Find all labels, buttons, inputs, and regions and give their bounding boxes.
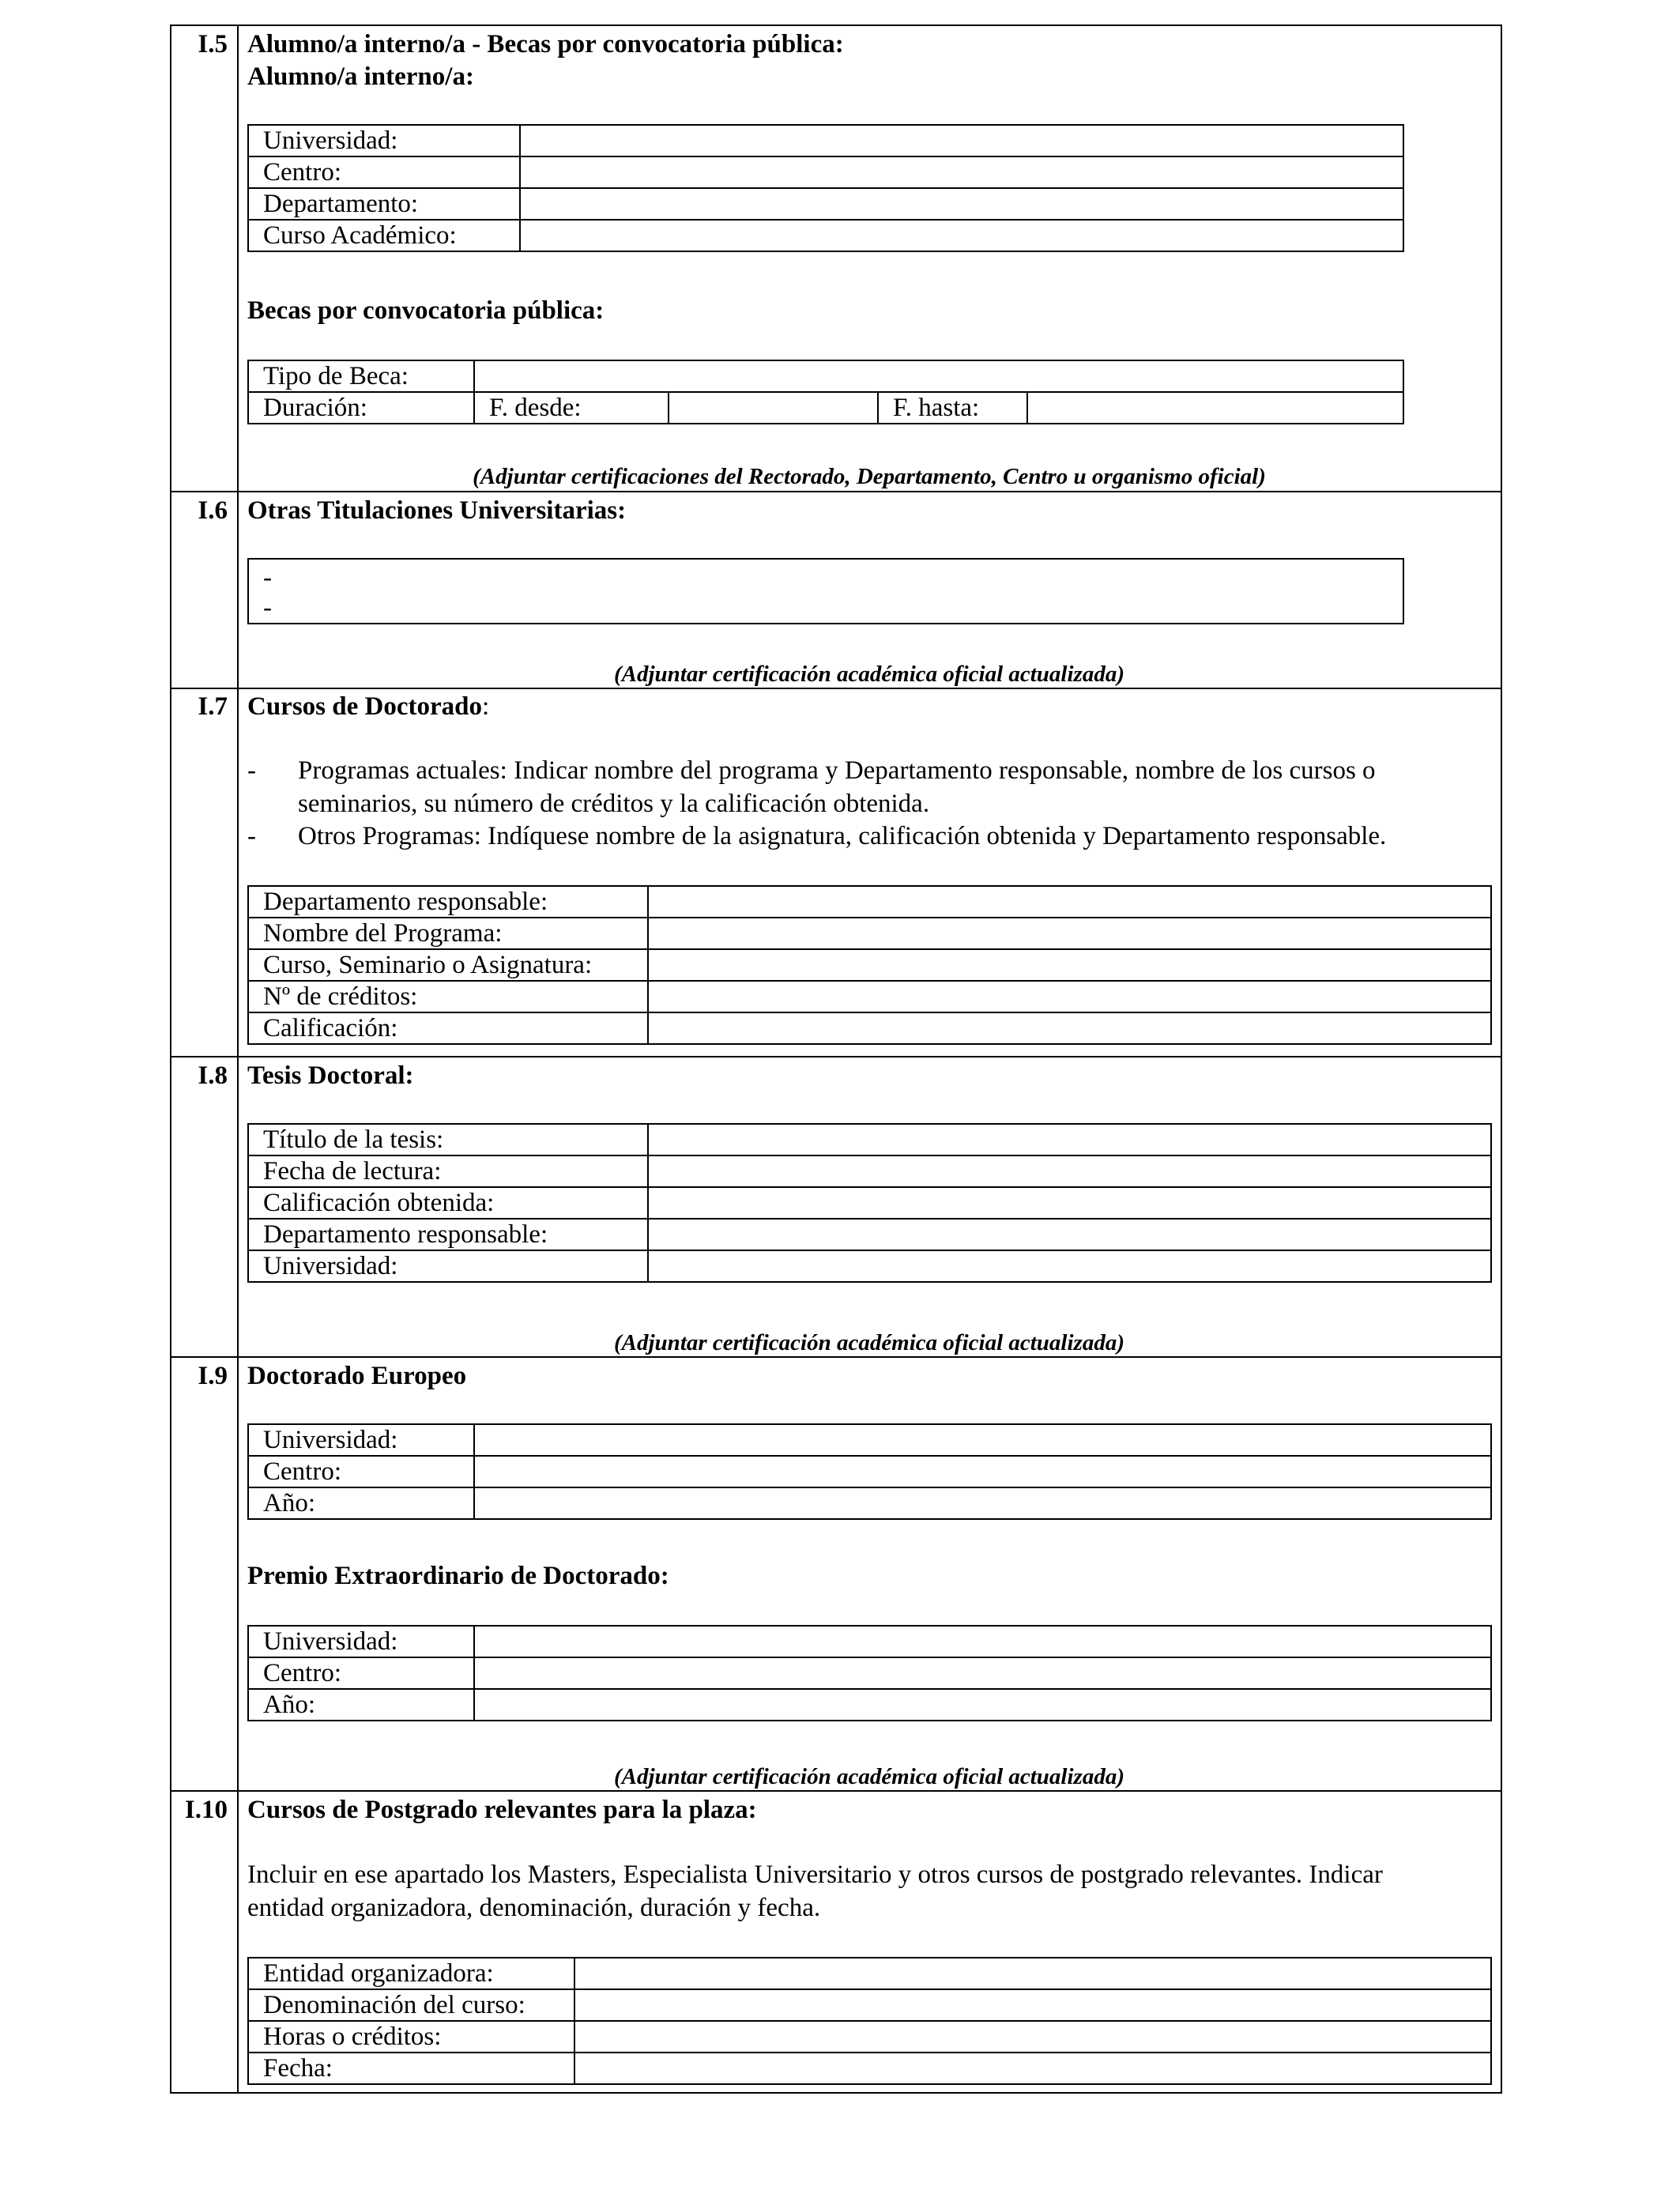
bullet-text-line: Otros Programas: Indíquese nombre de la asignatura, calificación obtenida y Departamento responsable.: [298, 822, 1387, 850]
section-divider-7: [170, 688, 1502, 689]
field-value-entidad[interactable]: [574, 1958, 1491, 1989]
attachment-note: (Adjuntar certificación académica oficial actualizada): [614, 1330, 1124, 1355]
field-label: Departamento responsable:: [248, 886, 648, 918]
section-title: Doctorado Europeo: [247, 1362, 467, 1390]
field-value-calificacion[interactable]: [648, 1187, 1491, 1219]
table-row: [248, 1487, 1491, 1519]
table-row: [248, 981, 1491, 1012]
field-value-horas[interactable]: [574, 2021, 1491, 2053]
otras-titulaciones-box[interactable]: [247, 558, 1404, 624]
field-value-programa[interactable]: [648, 918, 1491, 949]
field-label: Universidad:: [248, 1250, 648, 1282]
field-value-fecha-desde[interactable]: [669, 392, 878, 424]
bullet-dash: -: [247, 756, 256, 785]
attachment-note: (Adjuntar certificación académica oficial actualizada): [614, 662, 1124, 687]
table-row: [248, 1456, 1491, 1487]
table-row: [248, 188, 1403, 220]
field-value-titulo-tesis[interactable]: [648, 1124, 1491, 1155]
field-label: Nº de créditos:: [248, 981, 648, 1012]
section-title: Otras Titulaciones Universitarias:: [247, 496, 627, 525]
field-value-ano[interactable]: [474, 1689, 1491, 1721]
alumno-interno-table: [247, 124, 1404, 252]
field-value-universidad[interactable]: [474, 1424, 1491, 1456]
field-value-centro[interactable]: [520, 156, 1403, 188]
list-item: -: [263, 564, 272, 592]
outer-left-border: [170, 25, 171, 2094]
field-value-departamento[interactable]: [648, 886, 1491, 918]
subsection-title-premio: Premio Extraordinario de Doctorado:: [247, 1562, 669, 1590]
field-value-tipo-beca[interactable]: [474, 360, 1403, 392]
field-value-centro[interactable]: [474, 1456, 1491, 1487]
section-divider-10: [170, 1790, 1502, 1792]
field-label: F. hasta:: [878, 392, 1027, 424]
field-label: Universidad:: [248, 125, 520, 156]
bullet-text-line: seminarios, su número de créditos y la calificación obtenida.: [298, 790, 930, 818]
section-number: I.6: [198, 496, 228, 525]
table-row: [248, 1626, 1491, 1657]
instructions-line: entidad organizadora, denominación, duración y fecha.: [247, 1894, 821, 1922]
table-row: [248, 1657, 1491, 1689]
attachment-note: (Adjuntar certificación académica oficial actualizada): [614, 1764, 1124, 1789]
section-number: I.8: [198, 1061, 228, 1090]
section-divider-8: [170, 1056, 1502, 1057]
field-label: Fecha de lectura:: [248, 1155, 648, 1187]
field-value-universidad[interactable]: [520, 125, 1403, 156]
bullet-dash: -: [247, 822, 256, 850]
section-number: I.5: [198, 30, 228, 58]
section-divider-9: [170, 1356, 1502, 1358]
table-row: [248, 220, 1403, 251]
section-number: I.9: [198, 1362, 228, 1390]
field-label: Curso, Seminario o Asignatura:: [248, 949, 648, 981]
cursos-doctorado-table: [247, 885, 1492, 1045]
field-label: Centro:: [248, 1657, 474, 1689]
table-row: [248, 1219, 1491, 1250]
table-row: [248, 1989, 1491, 2021]
field-label: Año:: [248, 1689, 474, 1721]
outer-bottom-border: [170, 2092, 1502, 2094]
section-title: Cursos de Postgrado relevantes para la plaza:: [247, 1796, 757, 1824]
field-value-curso-academico[interactable]: [520, 220, 1403, 251]
table-row: [248, 886, 1491, 918]
section-divider-6: [170, 491, 1502, 492]
field-value-universidad[interactable]: [474, 1626, 1491, 1657]
table-row: [248, 1424, 1491, 1456]
table-row: [248, 1250, 1491, 1282]
instructions-line: Incluir en ese apartado los Masters, Especialista Universitario y otros cursos de postgrado relevantes. Indicar: [247, 1860, 1383, 1889]
field-label: Centro:: [248, 156, 520, 188]
table-row: [248, 1124, 1491, 1155]
section-number: I.10: [184, 1796, 228, 1824]
field-label: Centro:: [248, 1456, 474, 1487]
field-label: F. desde:: [474, 392, 669, 424]
field-label: Entidad organizadora:: [248, 1958, 574, 1989]
field-value-fecha[interactable]: [574, 2053, 1491, 2084]
table-row: [248, 156, 1403, 188]
field-label: Denominación del curso:: [248, 1989, 574, 2021]
field-value-calificacion[interactable]: [648, 1012, 1491, 1044]
table-row: [248, 360, 1403, 392]
table-row: [248, 2053, 1491, 2084]
attachment-note: (Adjuntar certificaciones del Rectorado, Departamento, Centro u organismo oficial): [473, 464, 1266, 489]
tesis-doctoral-table: [247, 1123, 1492, 1283]
field-value-departamento[interactable]: [520, 188, 1403, 220]
table-row: [248, 1689, 1491, 1721]
field-value-fecha-hasta[interactable]: [1027, 392, 1403, 424]
field-label: Universidad:: [248, 1626, 474, 1657]
subsection-title-becas: Becas por convocatoria pública:: [247, 296, 605, 325]
premio-extraordinario-table: [247, 1625, 1492, 1721]
field-value-denominacion[interactable]: [574, 1989, 1491, 2021]
table-row: [248, 125, 1403, 156]
list-item: -: [263, 594, 272, 622]
field-value-creditos[interactable]: [648, 981, 1491, 1012]
field-value-centro[interactable]: [474, 1657, 1491, 1689]
section-title-colon: :: [481, 692, 490, 721]
field-label: Duración:: [248, 392, 474, 424]
table-row: [248, 2021, 1491, 2053]
section-title: Alumno/a interno/a - Becas por convocatoria pública:: [247, 30, 844, 58]
field-label: Horas o créditos:: [248, 2021, 574, 2053]
subsection-title-alumno: Alumno/a interno/a:: [247, 62, 474, 91]
table-row: [248, 949, 1491, 981]
field-label: Departamento responsable:: [248, 1219, 648, 1250]
field-value-fecha-lectura[interactable]: [648, 1155, 1491, 1187]
field-value-universidad[interactable]: [648, 1250, 1491, 1282]
table-row: [248, 1187, 1491, 1219]
field-label: Título de la tesis:: [248, 1124, 648, 1155]
bullet-text-line: Programas actuales: Indicar nombre del programa y Departamento responsable, nombre de los cursos o: [298, 756, 1376, 785]
becas-table: [247, 360, 1404, 424]
field-label: Calificación:: [248, 1012, 648, 1044]
field-label: Calificación obtenida:: [248, 1187, 648, 1219]
field-label: Tipo de Beca:: [248, 360, 474, 392]
section-title: [247, 691, 489, 722]
doctorado-europeo-table: [247, 1423, 1492, 1520]
table-row: [248, 1155, 1491, 1187]
table-row: [248, 1958, 1491, 1989]
table-row: [248, 918, 1491, 949]
outer-top-border: [170, 25, 1502, 26]
section-title: Tesis Doctoral:: [247, 1061, 414, 1090]
table-row: [248, 1012, 1491, 1044]
field-value-ano[interactable]: [474, 1487, 1491, 1519]
cursos-postgrado-table: [247, 1957, 1492, 2085]
field-value-departamento[interactable]: [648, 1219, 1491, 1250]
section-title-text: Cursos de Doctorado: [247, 692, 482, 721]
field-label: Departamento:: [248, 188, 520, 220]
field-label: Curso Académico:: [248, 220, 520, 251]
field-label: Nombre del Programa:: [248, 918, 648, 949]
field-label: Universidad:: [248, 1424, 474, 1456]
section-number: I.7: [198, 692, 228, 721]
field-label: Fecha:: [248, 2053, 574, 2084]
table-row: [248, 392, 1403, 424]
field-label: Año:: [248, 1487, 474, 1519]
field-value-curso[interactable]: [648, 949, 1491, 981]
